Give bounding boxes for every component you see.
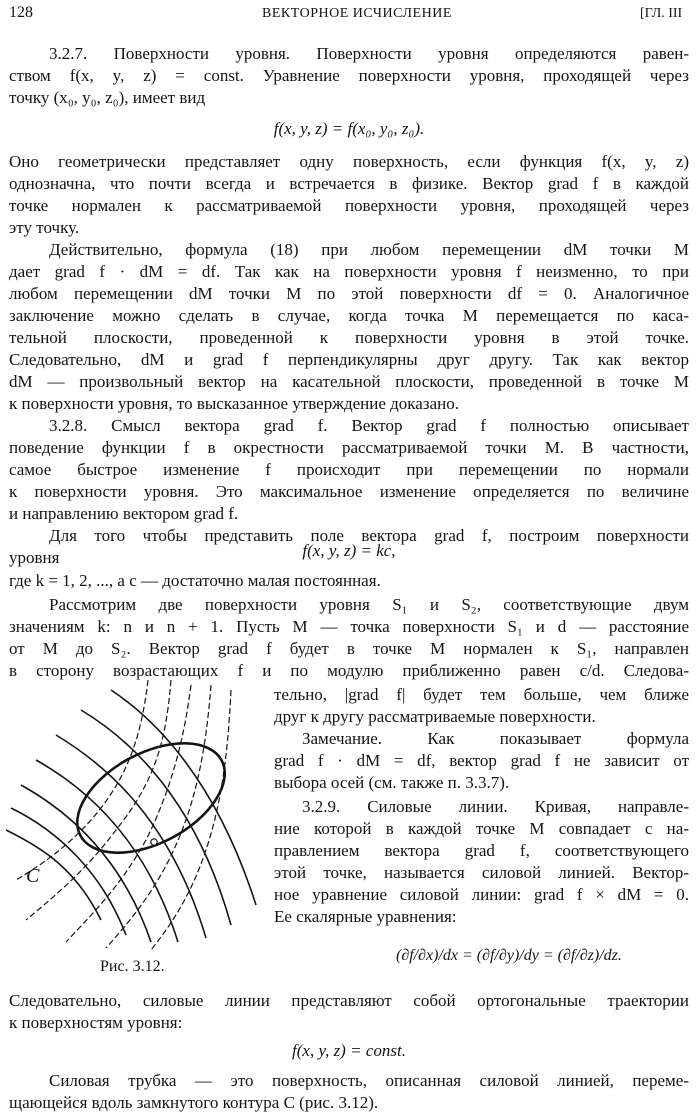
text-line: Силовая трубка — это поверхность, описанная силовой линией, переме- — [49, 1071, 689, 1090]
text-line: grad f · dM = df, вектор grad f не зависит от — [274, 751, 689, 770]
text-line: к поверхностям уровня: — [9, 1013, 183, 1032]
text-line: и направлению вектором grad f. — [9, 504, 239, 523]
formula: f(x, y, z) = kc, — [302, 541, 396, 560]
formula: f(x, y, z) = const. — [292, 1041, 406, 1060]
figure-force-tube — [6, 680, 271, 950]
text-line: Рассмотрим две поверхности уровня S₁ и S₂, соответствующие двум — [49, 595, 689, 614]
text-line: от M до S₂. Вектор grad f будет в точке M нормален к S₁, направлен — [9, 639, 689, 658]
text-line: тельно, |grad f| будет тем больше, чем ближе — [274, 685, 689, 704]
curve-label: C — [26, 865, 40, 887]
text-line: правлением вектора grad f, соответствующего — [274, 841, 689, 860]
text-line: щающейся вдоль замкнутого контура C (рис. 3.12). — [9, 1093, 379, 1112]
force-line — [151, 690, 231, 950]
text-line: дает grad f · dM = df. Так как на поверхности уровня f неизменно, то при — [9, 262, 689, 281]
text-line: Следовательно, силовые линии представляют собой ортогональные траектории — [9, 991, 689, 1010]
text-line: к поверхности уровня. Это максимальное изменение определяется по величине — [9, 482, 689, 501]
text-line: значениям k: n и n + 1. Пусть M — точка поверхности S₁ и d — расстояние — [9, 617, 689, 636]
text-line: выбора осей (см. также п. 3.3.7). — [274, 773, 510, 792]
text-line: где k = 1, 2, ..., а c — достаточно малая постоянная. — [9, 571, 381, 590]
contour-ellipse — [59, 721, 243, 876]
text-line: dM — произвольный вектор на касательной плоскости, проведенной в точке M — [9, 372, 689, 391]
level-curve — [111, 690, 256, 905]
text-line: Следовательно, dM и grad f перпендикулярны друг другу. Так как вектор — [9, 350, 689, 369]
text-line: ние которой в каждой точке M совпадает с на- — [274, 819, 689, 838]
text-line: эту точку. — [9, 218, 80, 237]
text-line: Оно геометрически представляет одну поверхность, если функция f(x, y, z) — [9, 152, 689, 171]
section-heading-line: 3.2.8. Смысл вектора grad f. Вектор grad f полностью описывает — [49, 416, 689, 435]
text-line: друг к другу рассматриваемые поверхности. — [274, 707, 596, 726]
chapter-label: [ГЛ. III — [640, 6, 683, 21]
formula: f(x, y, z) = f(x₀, y₀, z₀). — [273, 119, 425, 138]
text-line: точку (x₀, y₀, z₀), имеет вид — [9, 88, 206, 107]
figure-caption: Рис. 3.12. — [100, 958, 165, 975]
text-line: этой точке, называется силовой линией. Вектор- — [274, 863, 689, 882]
text-line: ное уравнение силовой линии: grad f × dM = 0. — [274, 885, 689, 904]
text-line: Ее скалярные уравнения: — [274, 907, 457, 926]
text-line: точке нормален к рассматриваемой поверхности уровня, проходящей через — [9, 196, 689, 215]
text-line: тельной плоскости, проведенной к поверхности уровня в этой точке. — [9, 328, 689, 347]
section-heading-line: 3.2.9. Силовые линии. Кривая, направле- — [302, 797, 689, 816]
text-line: Для того чтобы представить поле вектора grad f, построим поверхности — [49, 526, 689, 545]
force-line — [106, 685, 211, 948]
text-line: поведение функции f в окрестности рассматриваемой точки M. В частности, — [9, 438, 689, 457]
running-title: ВЕКТОРНОЕ ИСЧИСЛЕНИЕ — [262, 6, 452, 21]
text-line: любом перемещении dM точки M по этой поверхности df = 0. Аналогичное — [9, 284, 689, 303]
text-line: в сторону возрастающих f и по модулю приближенно равен c/d. Следова- — [9, 661, 689, 680]
page-number: 128 — [9, 4, 33, 21]
text-line: Действительно, формула (18) при любом перемещении dM точки M — [49, 240, 689, 259]
text-line: самое быстрое изменение f происходит при перемещении по нормали — [9, 460, 689, 479]
scalar-equations: (∂f/∂x)/dx = (∂f/∂y)/dy = (∂f/∂z)/dz. — [396, 947, 622, 964]
force-line — [66, 685, 191, 942]
point-marker — [151, 839, 157, 845]
text-line: однозначна, что почти всегда и встречается в физике. Вектор grad f в каждой — [9, 174, 689, 193]
text-line: уровня — [9, 548, 60, 567]
text-line: Замечание. Как показывает формула — [302, 729, 689, 748]
level-curve — [56, 735, 206, 938]
text-line: ством f(x, y, z) = const. Уравнение поверхности уровня, проходящей через — [9, 66, 689, 85]
text-line: к поверхности уровня, то высказанное утверждение доказано. — [9, 394, 459, 413]
text-line: заключение можно сделать в случае, когда точка M перемещается по каса- — [9, 306, 689, 325]
text-line: 3.2.7. Поверхности уровня. Поверхности уровня определяются равен- — [49, 44, 689, 63]
